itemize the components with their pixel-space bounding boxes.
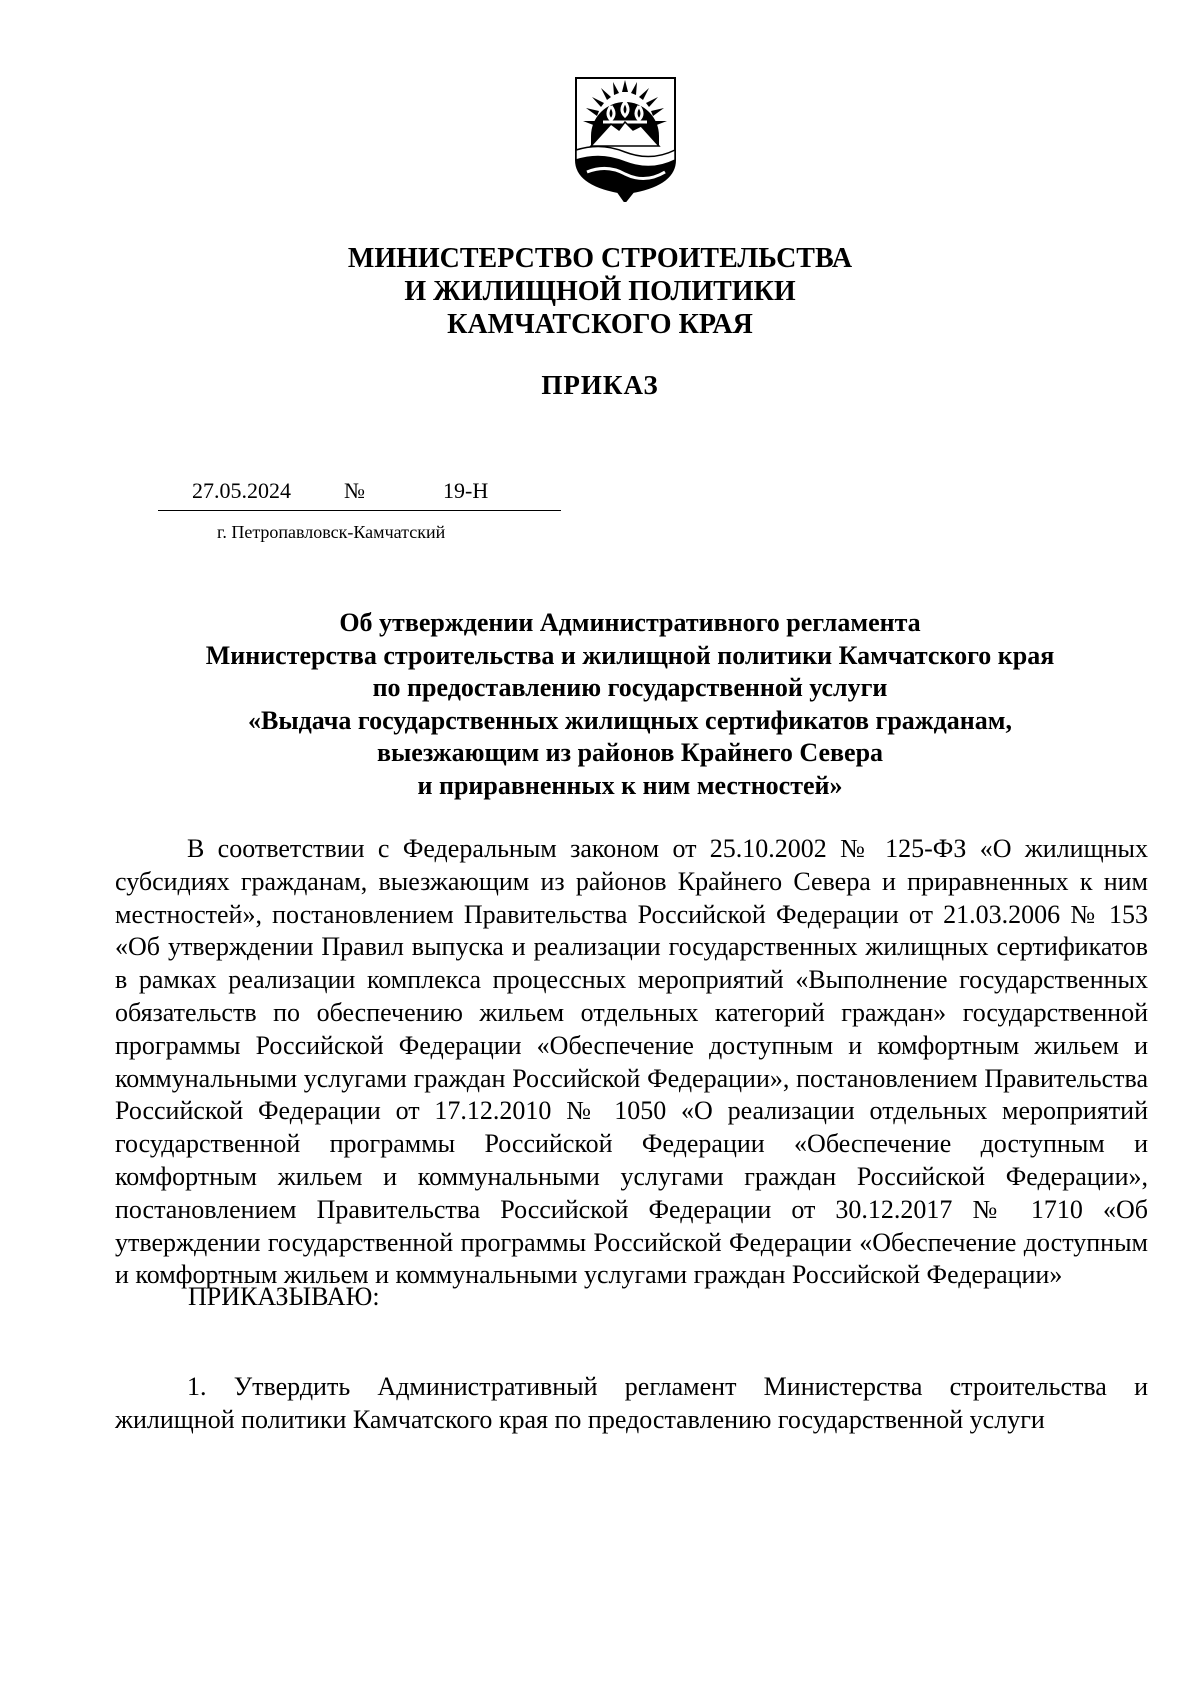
subject-line-2: Министерства строительства и жилищной политики Камчатского края bbox=[205, 640, 1055, 670]
decree-word: ПРИКАЗЫВАЮ: bbox=[188, 1282, 380, 1311]
subject-line-4: «Выдача государственных жилищных сертификатов гражданам, bbox=[248, 705, 1012, 735]
document-subject bbox=[0, 607, 1200, 802]
number-sign: № bbox=[344, 478, 365, 503]
date-number-line bbox=[158, 478, 561, 511]
document-type: ПРИКАЗ bbox=[541, 370, 659, 400]
order-item-1: 1. Утвердить Административный регламент Министерства строительства и жилищной политики Камчатского края по предоставлению государственной услуги bbox=[115, 1372, 1148, 1434]
org-line-3: КАМЧАТСКОГО КРАЯ bbox=[447, 309, 753, 340]
organization-name bbox=[0, 242, 1200, 341]
city-name: г. Петропавловск-Камчатский bbox=[217, 522, 446, 542]
org-line-1: МИНИСТЕРСТВО СТРОИТЕЛЬСТВА bbox=[347, 243, 853, 274]
subject-line-1: Об утверждении Административного регламента bbox=[339, 608, 921, 637]
preamble-paragraph: В соответствии с Федеральным законом от 25.10.2002 № 125-ФЗ «О жилищных субсидиях гражданам, выезжающим из районов Крайнего Севера и приравненных к ним местностей», постановлением Правительства Российской Федерации от 21.03.2006 № 153 «Об утверждении Правил выпуска и реализации государственных жилищных сертификатов в рамках реализации комплекса процессных мероприятий «Выполнение государственных обязательств по обеспечению жильем отдельных категорий граждан» государственной программы Российской Федерации «Обеспечение доступным и комфортным жильем и коммунальными услугами граждан Российской Федерации», постановлением Правительства Российской Федерации от 17.12.2010 № 1050 «О реализации отдельных мероприятий государственной программы Российской Федерации «Обеспечение доступным и комфортным жильем и коммунальными услугами граждан Российской Федерации», постановлением Правительства Российской Федерации от 30.12.2017 № 1710 «Об утверждении государственной программы Российской Федерации «Обеспечение доступным и комфортным жильем и коммунальными услугами граждан Российской Федерации» bbox=[115, 834, 1148, 1290]
subject-line-5: выезжающим из районов Крайнего Севера bbox=[376, 738, 884, 767]
document-number: 19-Н bbox=[443, 478, 489, 503]
kamchatka-coat-of-arms-icon bbox=[573, 76, 678, 202]
document-date: 27.05.2024 bbox=[192, 478, 291, 503]
subject-line-3: по предоставлению государственной услуги bbox=[372, 673, 888, 702]
subject-line-6: и приравненных к ним местностей» bbox=[417, 770, 843, 800]
org-line-2: И ЖИЛИЩНОЙ ПОЛИТИКИ bbox=[404, 276, 796, 307]
